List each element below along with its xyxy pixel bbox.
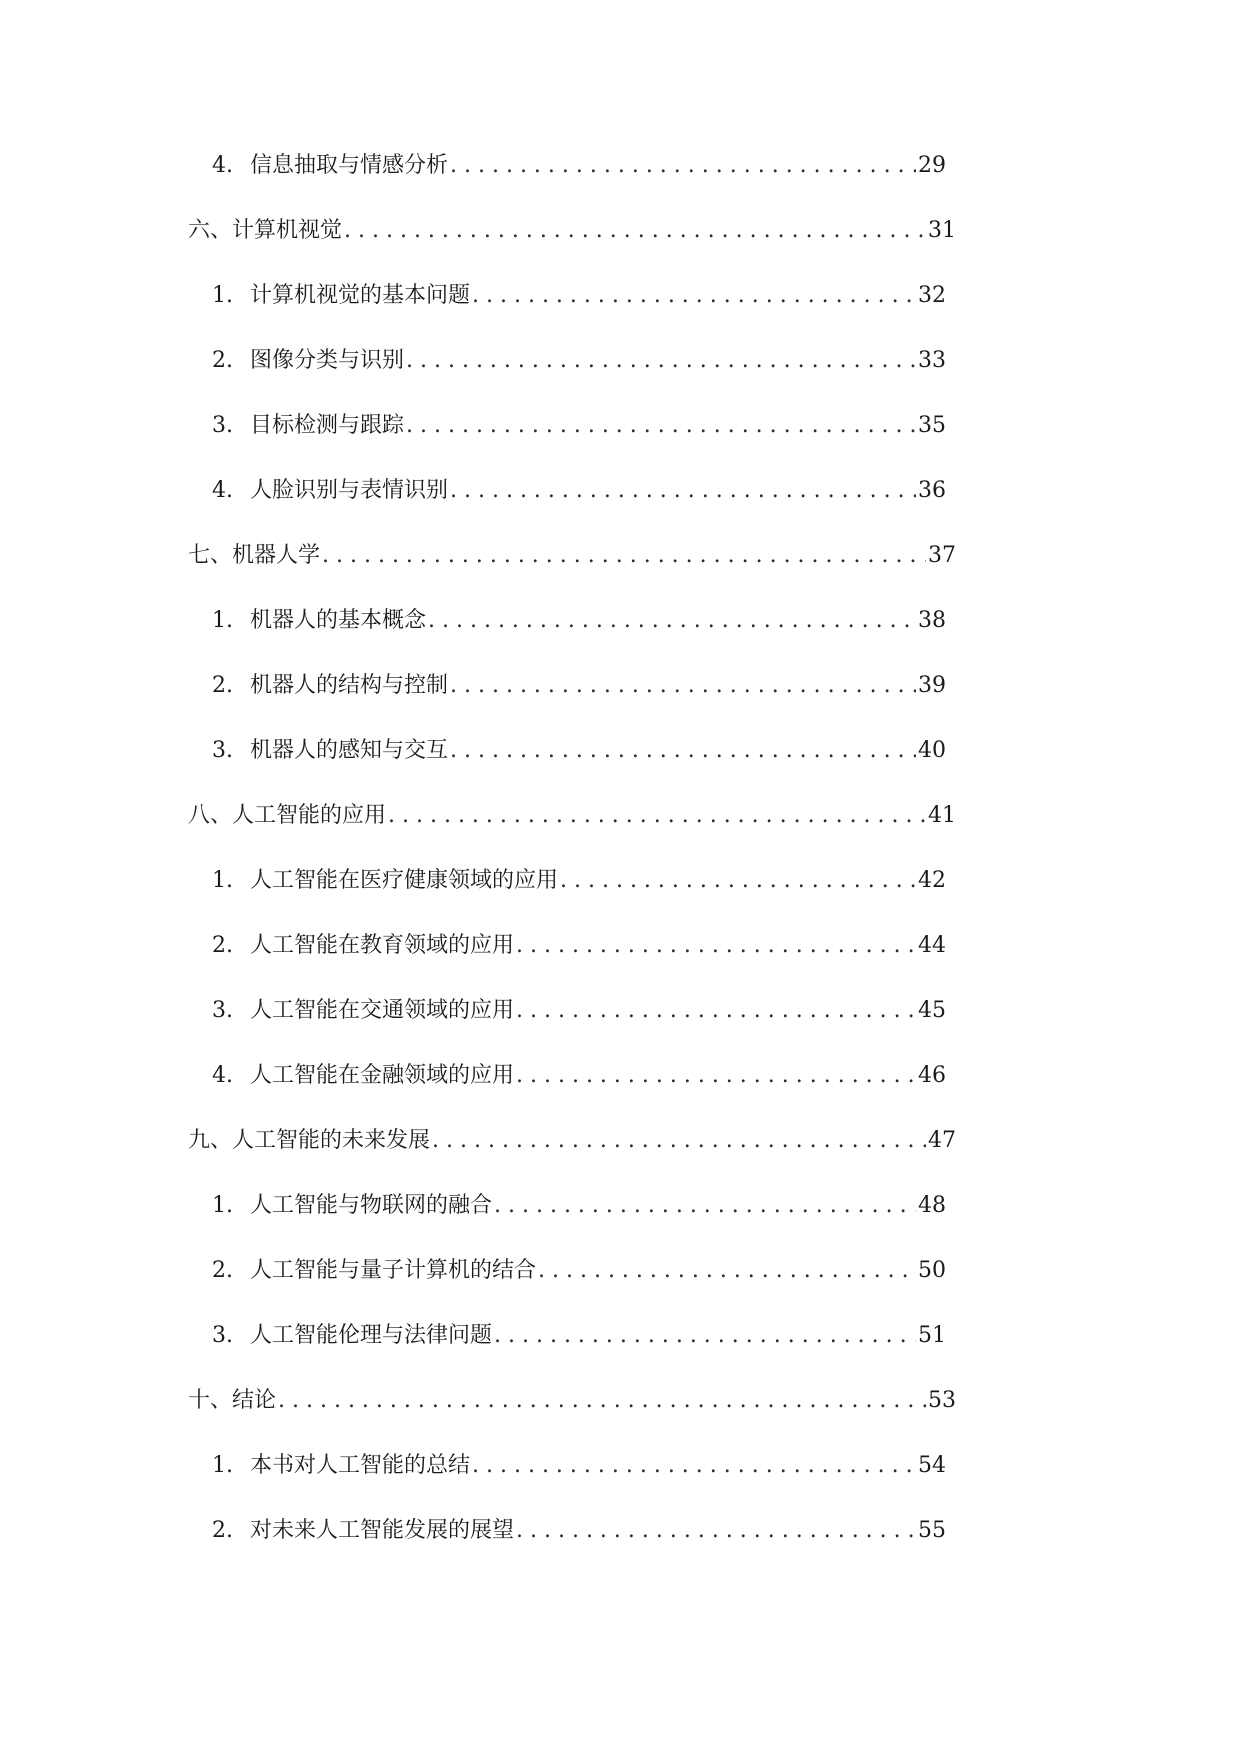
entry-number: 1. — [212, 1453, 233, 1478]
entry-page: 31 — [928, 218, 956, 243]
toc-entry[interactable] — [212, 866, 946, 896]
toc-entry[interactable] — [212, 411, 946, 441]
dot-leader — [450, 671, 916, 701]
entry-title: 人工智能在金融领域的应用 — [250, 1063, 515, 1088]
entry-title: 人工智能与量子计算机的结合 — [250, 1258, 537, 1283]
entry-title: 十、结论 — [188, 1388, 277, 1413]
entry-page: 40 — [918, 738, 946, 763]
entry-page: 38 — [918, 608, 946, 633]
entry-page: 53 — [928, 1388, 956, 1413]
entry-title: 机器人的结构与控制 — [250, 673, 449, 698]
entry-number: 3. — [212, 413, 233, 438]
toc-entry[interactable] — [212, 931, 946, 961]
entry-title: 目标检测与跟踪 — [250, 413, 405, 438]
entry-title: 本书对人工智能的总结 — [250, 1453, 471, 1478]
entry-page: 51 — [918, 1323, 946, 1348]
entry-title: 八、人工智能的应用 — [188, 803, 387, 828]
toc-entry[interactable] — [212, 346, 946, 376]
entry-number: 3. — [212, 1323, 233, 1348]
entry-page: 48 — [918, 1193, 946, 1218]
dot-leader — [494, 1321, 916, 1351]
entry-number: 4. — [212, 1063, 233, 1088]
toc-entry[interactable] — [212, 736, 946, 766]
entry-number: 3. — [212, 998, 233, 1023]
entry-title: 人工智能与物联网的融合 — [250, 1193, 493, 1218]
dot-leader — [516, 1061, 916, 1091]
entry-page: 37 — [928, 543, 956, 568]
toc-section-entry[interactable] — [188, 801, 956, 831]
entry-title: 七、机器人学 — [188, 543, 321, 568]
toc-entry[interactable] — [212, 1451, 946, 1481]
dot-leader — [516, 1516, 916, 1546]
dot-leader — [322, 541, 926, 571]
entry-title: 人工智能在交通领域的应用 — [250, 998, 515, 1023]
toc-entry[interactable] — [212, 281, 946, 311]
entry-number: 2. — [212, 933, 233, 958]
entry-title: 六、计算机视觉 — [188, 218, 343, 243]
toc-entry[interactable] — [212, 1256, 946, 1286]
toc-entry[interactable] — [212, 996, 946, 1026]
toc-section-entry[interactable] — [188, 1386, 956, 1416]
entry-page: 46 — [918, 1063, 946, 1088]
entry-title: 对未来人工智能发展的展望 — [250, 1518, 515, 1543]
entry-title: 机器人的感知与交互 — [250, 738, 449, 763]
dot-leader — [406, 346, 916, 376]
dot-leader — [428, 606, 916, 636]
entry-number: 2. — [212, 1258, 233, 1283]
entry-page: 44 — [918, 933, 946, 958]
entry-number: 1. — [212, 1193, 233, 1218]
entry-title: 计算机视觉的基本问题 — [250, 283, 471, 308]
entry-title: 图像分类与识别 — [250, 348, 405, 373]
entry-page: 45 — [918, 998, 946, 1023]
toc-section-entry[interactable] — [188, 216, 956, 246]
entry-title: 人工智能伦理与法律问题 — [250, 1323, 493, 1348]
toc-entry[interactable] — [212, 671, 946, 701]
entry-page: 54 — [918, 1453, 946, 1478]
toc-entry[interactable] — [212, 151, 946, 181]
entry-title: 人工智能在教育领域的应用 — [250, 933, 515, 958]
dot-leader — [538, 1256, 916, 1286]
toc-entry[interactable] — [212, 1191, 946, 1221]
entry-number: 2. — [212, 348, 233, 373]
dot-leader — [516, 996, 916, 1026]
entry-number: 1. — [212, 868, 233, 893]
toc-entry[interactable] — [212, 1061, 946, 1091]
toc-section-entry[interactable] — [188, 541, 956, 571]
toc-section-entry[interactable] — [188, 1126, 956, 1156]
dot-leader — [560, 866, 916, 896]
entry-page: 47 — [928, 1128, 956, 1153]
dot-leader — [516, 931, 916, 961]
dot-leader — [450, 476, 916, 506]
entry-page: 41 — [928, 803, 956, 828]
entry-title: 机器人的基本概念 — [250, 608, 427, 633]
entry-number: 1. — [212, 283, 233, 308]
entry-page: 36 — [918, 478, 946, 503]
entry-number: 4. — [212, 478, 233, 503]
dot-leader — [278, 1386, 926, 1416]
entry-number: 1. — [212, 608, 233, 633]
entry-page: 55 — [918, 1518, 946, 1543]
toc-entry[interactable] — [212, 1321, 946, 1351]
entry-title: 信息抽取与情感分析 — [250, 153, 449, 178]
dot-leader — [388, 801, 926, 831]
entry-page: 29 — [918, 153, 946, 178]
entry-number: 3. — [212, 738, 233, 763]
entry-title: 九、人工智能的未来发展 — [188, 1128, 431, 1153]
dot-leader — [472, 1451, 916, 1481]
entry-number: 2. — [212, 673, 233, 698]
dot-leader — [344, 216, 926, 246]
entry-page: 35 — [918, 413, 946, 438]
entry-title: 人脸识别与表情识别 — [250, 478, 449, 503]
entry-number: 4. — [212, 153, 233, 178]
entry-number: 2. — [212, 1518, 233, 1543]
entry-page: 32 — [918, 283, 946, 308]
entry-page: 39 — [918, 673, 946, 698]
toc-entry[interactable] — [212, 606, 946, 636]
dot-leader — [406, 411, 916, 441]
dot-leader — [472, 281, 916, 311]
dot-leader — [432, 1126, 926, 1156]
entry-page: 42 — [918, 868, 946, 893]
entry-page: 33 — [918, 348, 946, 373]
entry-title: 人工智能在医疗健康领域的应用 — [250, 868, 559, 893]
toc-entry[interactable] — [212, 1516, 946, 1546]
dot-leader — [494, 1191, 916, 1221]
entry-page: 50 — [918, 1258, 946, 1283]
toc-entry[interactable] — [212, 476, 946, 506]
dot-leader — [450, 151, 916, 181]
dot-leader — [450, 736, 916, 766]
